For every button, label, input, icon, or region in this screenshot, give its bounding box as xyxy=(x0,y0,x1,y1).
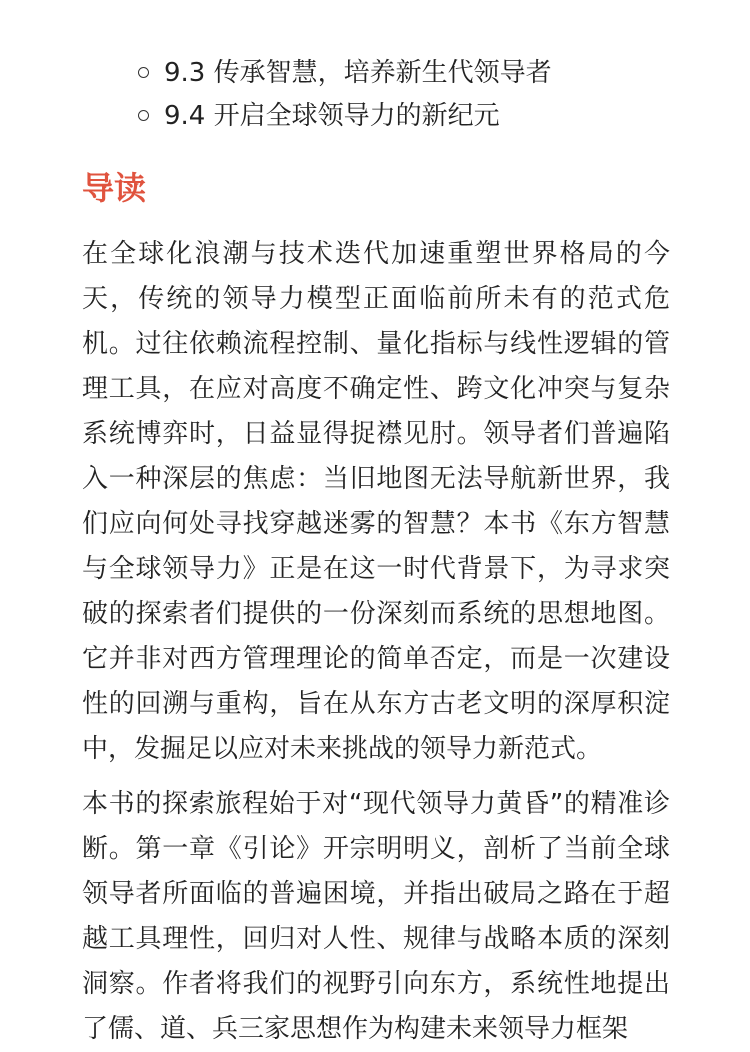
toc-item-label: 9.4 开启全球领导力的新纪元 xyxy=(164,101,500,131)
hollow-circle-bullet-icon xyxy=(138,67,149,78)
table-of-contents xyxy=(82,0,670,138)
toc-item[interactable] xyxy=(164,52,670,95)
body-paragraph: 本书的探索旅程始于对“现代领导力黄昏”的精准诊断。第一章《引论》开宗明明义，剖析了当前全球领导者所面临的普遍困境，并指出破局之路在于超越工具理性，回归对人性、规律与战略本质的深刻洞察。作者将我们的视野引向东方，系统性地提出了儒、道、兵三家思想作为构建未来领导力框架 xyxy=(82,789,670,1044)
toc-item[interactable] xyxy=(164,95,670,138)
hollow-circle-bullet-icon xyxy=(138,110,149,121)
toc-item-label: 9.3 传承智慧，培养新生代领导者 xyxy=(164,58,552,88)
body-paragraph: 在全球化浪潮与技术迭代加速重塑世界格局的今天，传统的领导力模型正面临前所未有的范式危机。过往依赖流程控制、量化指标与线性逻辑的管理工具，在应对高度不确定性、跨文化冲突与复杂系统博弈时，日益显得捉襟见肘。领导者们普遍陷入一种深层的焦虑：当旧地图无法导航新世界，我们应向何处寻找穿越迷雾的智慧？本书《东方智慧与全球领导力》正是在这一时代背景下，为寻求突破的探索者们提供的一份深刻而系统的思想地图。它并非对西方管理理论的简单否定，而是一次建设性的回溯与重构，旨在从东方古老文明的深厚积淀中，发掘足以应对未来挑战的领导力新范式。 xyxy=(82,239,670,764)
section-heading: 导读 xyxy=(82,169,147,207)
